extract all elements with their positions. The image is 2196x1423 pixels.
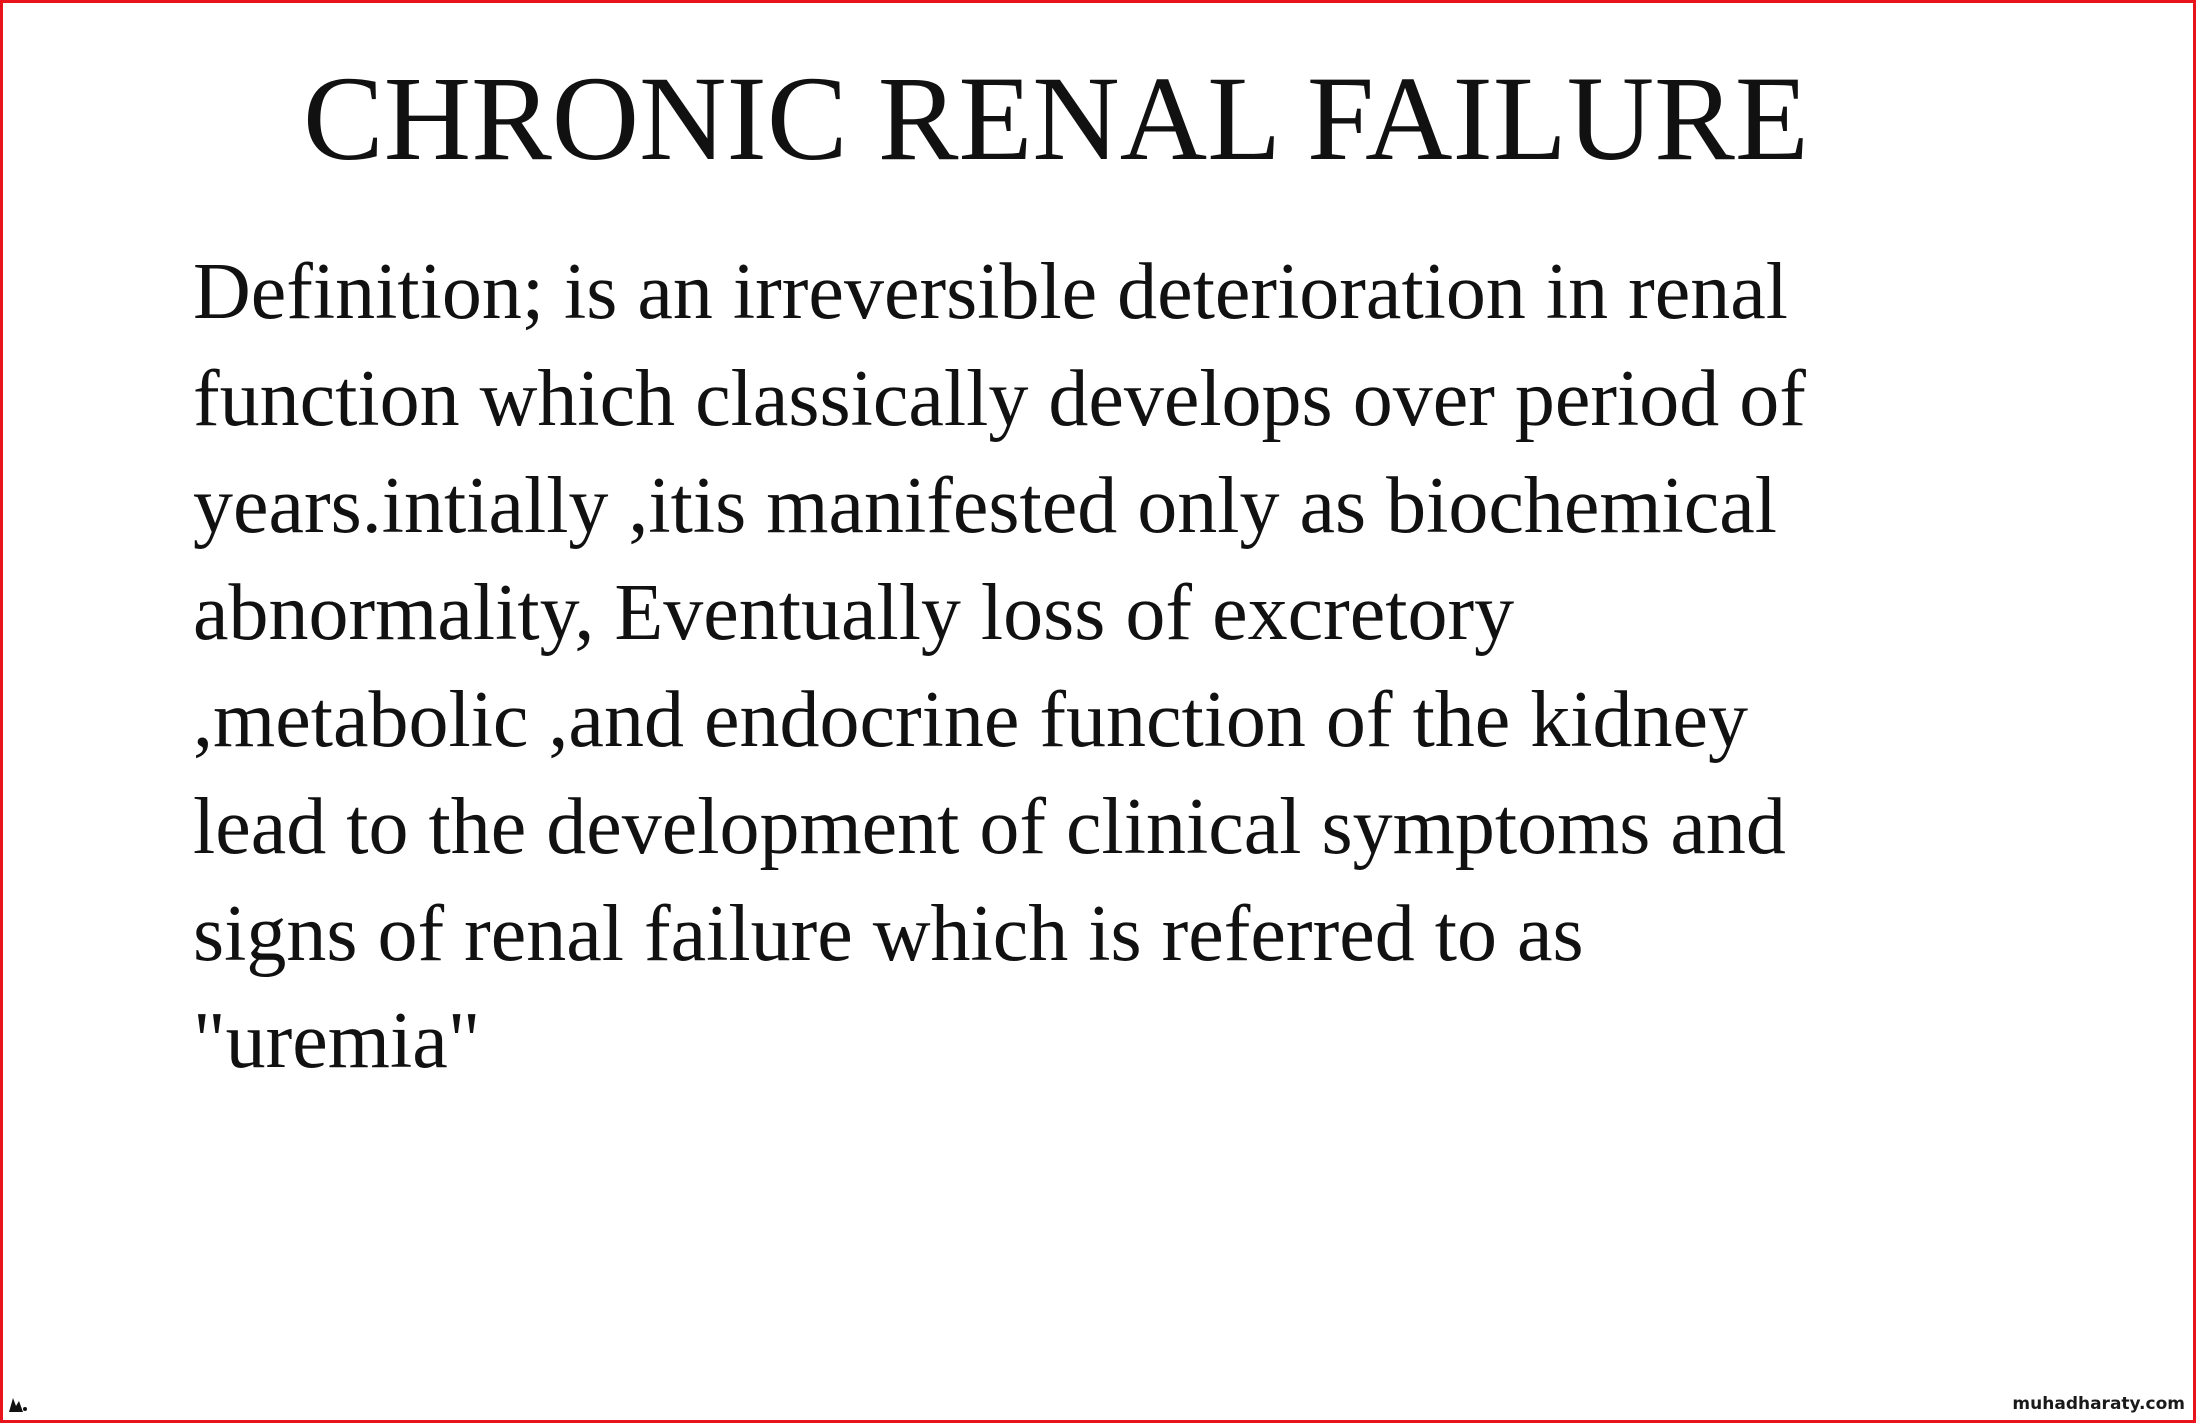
watermark: muhadharaty.com <box>2012 1394 2185 1414</box>
paragraph-line: ,metabolic ,and endocrine function of the kidney <box>193 676 1749 764</box>
slide-title: CHRONIC RENAL FAILURE <box>303 52 1809 186</box>
paragraph-line: function which classically develops over period of <box>193 355 1806 443</box>
definition-paragraph <box>193 239 2093 1095</box>
scan-artifact-icon <box>7 1392 29 1414</box>
paragraph-line: years.intially ,itis manifested only as biochemical <box>193 462 1778 550</box>
paragraph-line: abnormality, Eventually loss of excretory <box>193 569 1515 657</box>
paragraph-line: Definition; is an irreversible deterioration in renal <box>193 248 1788 336</box>
paragraph-line: signs of renal failure which is referred to as <box>193 890 1584 978</box>
paragraph-line: lead to the development of clinical symptoms and <box>193 783 1786 871</box>
paragraph-line: "uremia" <box>193 997 481 1085</box>
